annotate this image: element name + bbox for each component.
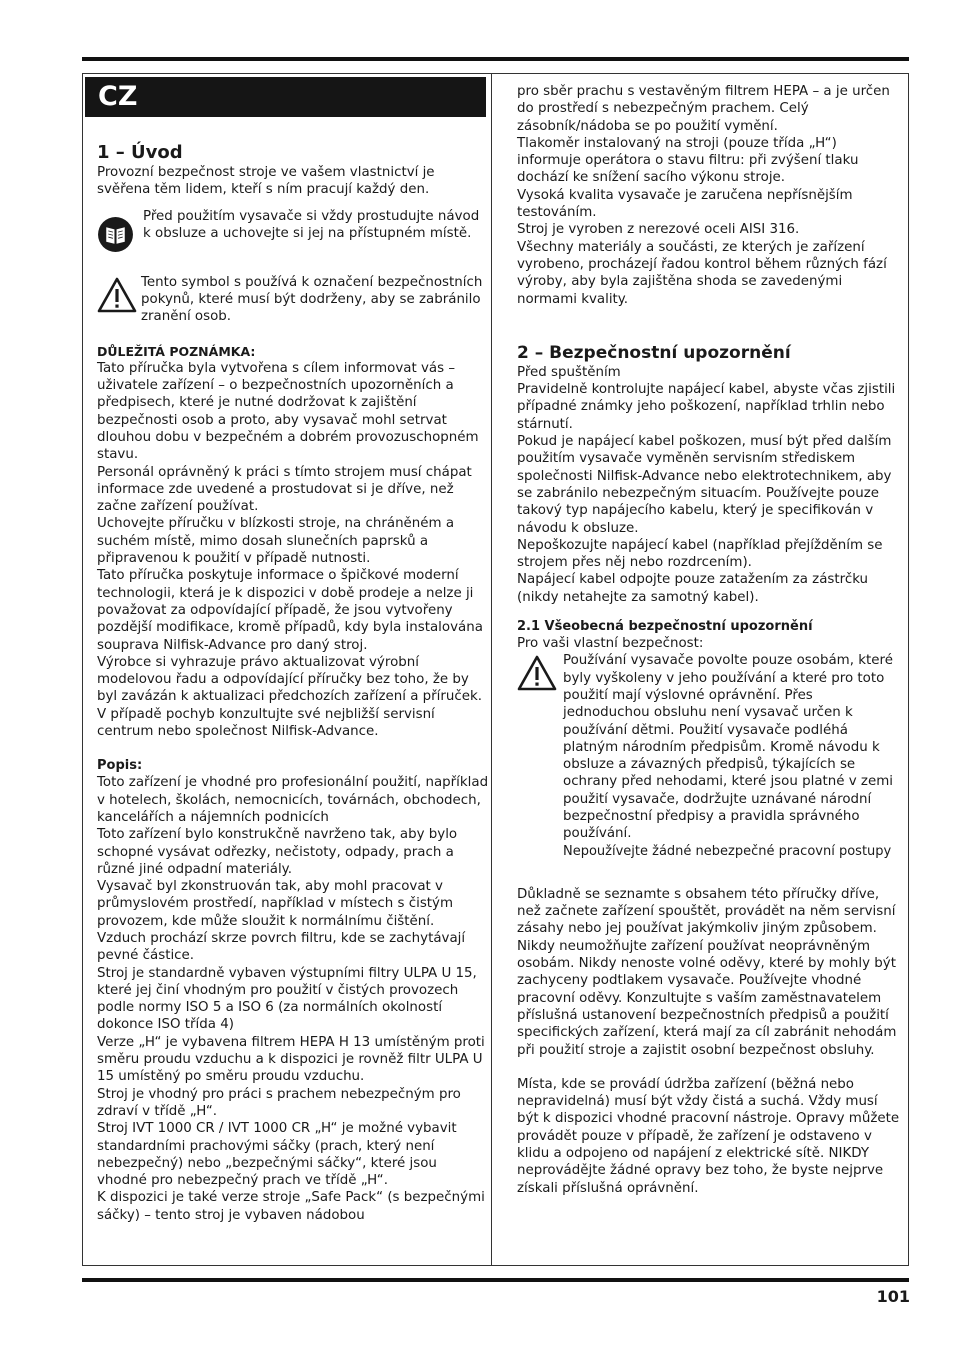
important-paragraph: Tato příručka byla vytvořena s cílem informovat vás – uživatele zařízení – o bezpečnostních upozorněních a předpisech, které je nutné dodržovat k zajištění bezpečnosti osob a proto, aby vysavač mohl setrvat dlouhou dobu v bezpečném a dobrém provozuschopném stavu. <box>97 360 479 463</box>
subsection-lead: Pro vaši vlastní bezpečnost: <box>517 636 704 652</box>
important-paragraph: Uchovejte příručku v blízkosti stroje, na chráněném a suchém místě, mimo dosah slunečních paprsků a připravenou k použití v případě nutnosti. <box>97 516 455 567</box>
continued-paragraph: Tlakoměr instalovaný na stroji (pouze třída „H“) informuje operátora o stavu filtru: při zvýšení tlaku dochází ke snížení sacího výkonu stroje. <box>517 135 859 186</box>
warning-triangle-icon <box>517 652 563 696</box>
safety-paragraph: Před spuštěním <box>517 364 621 380</box>
general-warning-row <box>517 652 902 860</box>
top-rule <box>82 57 909 61</box>
description-paragraph: Toto zařízení bylo konstrukčně navrženo tak, aby bylo schopné vysávat odřezky, nečistoty, odpady, prach a různé jiné odpadní materiály. <box>97 827 458 877</box>
general-warning-text: Používání vysavače povolte pouze osobám, které byly vyškoleny v jeho používání a které pro toto použití mají výslovné oprávnění. Přes jednoduchou obsluhu není vysavač určen k používání dětmi. Použití vysavače podléhá platným národním předpisům. Kromě návodu k obsluze a závazných předpisů, týkajících se ochrany před nehodami, které jsou platné v zemi použití vysavače, dodržujte uznávané národní bezpečnostní předpisy a pravidla správného používání. <box>563 653 893 842</box>
continued-paragraph: pro sběr prachu s vestavěným filtrem HEPA – a je určen do prostředí s nebezpečným prachem. Celý zásobník/nádoba se po použití vymění. <box>517 84 890 134</box>
important-note-title: DŮLEŽITÁ POZNÁMKA: <box>97 343 256 359</box>
continued-paragraph: Stroj je vyroben z nerezové oceli AISI 316. <box>517 222 800 238</box>
intro-text: Provozní bezpečnost stroje ve vašem vlastnictví je svěřena těm lidem, kteří s ním pracují každý den. <box>97 165 435 198</box>
final-paragraph: Důkladně se seznamte s obsahem této příručky dříve, než začnete zařízení spouštět, provádět na něm servisní zásahy nebo jej používat jakýmkoliv jiným způsobem. <box>517 886 896 937</box>
book-icon <box>97 208 143 258</box>
final-paragraph: Nikdy neumožňujte zařízení používat neoprávněným osobám. Nikdy nenoste volné oděvy, které by mohly být zachyceny podtlakem vysavače. Používejte vhodné pracovní oděvy. Konzultujte s vaším zaměstnavatelem příslušná ustanovení bezpečnostních předpisů a použití specifických zařízení, která mají za cíl zabránit nehodám při použití stroje a zajistit osobní bezpečnost obsluhy. <box>517 938 897 1058</box>
description-paragraph: Stroj je standardně vybaven výstupními filtry ULPA U 15, které jej činí vhodným pro použití v čistých provozech podle normy ISO 5 a ISO 6 (za normálních okolností dokonce ISO třída 4) <box>97 965 477 1033</box>
continued-paragraph: Vysoká kvalita vysavače je zaručena nepřísnějším testováním. <box>517 187 853 221</box>
safety-paragraph: Pravidelně kontrolujte napájecí kabel, abyste včas zjistili případné známky jeho poškození, například trhlin nebo stárnutí. <box>517 382 896 432</box>
column-divider <box>491 73 492 1266</box>
important-paragraph: Tato příručka poskytuje informace o špičkové moderní technologii, která je k dispozici v době prodeje a nelze ji považovat za odpovídající případě, že jsou vytvořeny pozdější modifikace, kromě případů, kdy byla instalována souprava Nilfisk-Advance pro daný stroj. <box>97 568 483 653</box>
page-number: 101 <box>876 1287 910 1306</box>
description-title: Popis: <box>97 758 143 774</box>
warning-note-row <box>97 274 489 326</box>
description-paragraph: K dispozici je také verze stroje „Safe Pack“ (s bezpečnými sáčky) – tento stroj je vybaven nádobou <box>97 1190 485 1223</box>
description-paragraph: Verze „H“ je vybavena filtrem HEPA H 13 umístěným proti směru proudu vzduchu a k dispozici je rovněž filtr ULPA U 15 umístěný po směru proudu vzduchu. <box>97 1034 485 1085</box>
warning-note: Tento symbol s používá k označení bezpečnostních pokynů, které musí být dodrženy, aby se zabránilo zranění osob. <box>141 274 483 325</box>
description-paragraph: Toto zařízení je vhodné pro profesionální použití, například v hotelech, školách, nemocnicích, továrnách, obchodech, kancelářích a nájemních podnicích <box>97 775 489 825</box>
safety-paragraph: Nepoškozujte napájecí kabel (například přejížděním se strojem přes něj nebo rozdrcením). <box>517 537 883 571</box>
description-paragraph: Stroj je vhodný pro práci s prachem nebezpečným pro zdraví v třídě „H“. <box>97 1086 461 1119</box>
important-paragraph: Výrobce si vyhrazuje právo aktualizovat výrobní modelovou řadu a odpovídající příručky bez toho, že by byl zavázán k aktualizaci předchozích zařízení a příruček. <box>97 654 483 705</box>
manual-note: Před použitím vysavače si vždy prostudujte návod k obsluze a uchovejte si jej na přístupném místě. <box>143 208 480 241</box>
description-paragraph: Vzduch prochází skrze povrch filtru, kde se zachytávají pevné částice. <box>97 930 466 964</box>
subsection-2-1-title: 2.1 Všeobecná bezpečnostní upozornění <box>517 619 813 635</box>
continued-paragraph: Všechny materiály a součásti, ze kterých je zařízení vyrobeno, procházejí řadou kontrol během různých fází výroby, aby byla zajištěna shoda se zavedenými normami kvality. <box>517 239 887 307</box>
description-paragraph: Stroj IVT 1000 CR / IVT 1000 CR „H“ je možné vybavit standardními prachovými sáčky (prach, který není nebezpečný) nebo „bezpečnými sáčky“, které jsou vhodné pro nebezpečný prach ve třídě „H“. <box>97 1121 457 1189</box>
left-column <box>97 142 489 1224</box>
general-warning-tail: Nepoužívejte žádné nebezpečné pracovní postupy <box>563 843 892 859</box>
section-2-title: 2 – Bezpečnostní upozornění <box>517 342 791 363</box>
right-column <box>517 83 902 1197</box>
bottom-rule <box>82 1278 909 1282</box>
important-paragraph: Personál oprávněný k práci s tímto strojem musí chápat informace zde uvedené a prostudovat si je dříve, než začne zařízení používat. <box>97 464 472 515</box>
safety-paragraph: Pokud je napájecí kabel poškozen, musí být před dalším použitím vysavače vyměněn servisním střediskem společnosti Nilfisk-Advance nebo elektrotechnikem, aby se zabránilo nebezpečným situacím. Používejte pouze takový typ napájecího kabelu, který je specifikován v návodu k obsluze. <box>517 434 892 536</box>
safety-paragraph: Napájecí kabel odpojte pouze zatažením za zástrčku (nikdy netahejte za samotný kabel). <box>517 572 869 605</box>
language-header: CZ <box>85 77 486 117</box>
section-1-title: 1 – Úvod <box>97 142 183 163</box>
important-paragraph: V případě pochyb konzultujte své nejbližší servisní centrum nebo společnost Nilfisk-Advance. <box>97 706 435 740</box>
manual-note-row <box>97 208 489 258</box>
final-paragraph: Místa, kde se provádí údržba zařízení (běžná nebo nepravidelná) musí být vždy čistá a suchá. Vždy musí být k dispozici vhodné pracovní nástroje. Opravy můžete provádět pouze v případě, že zařízení je odstaveno v klidu a odpojeno od napájení z elektrické sítě. NIKDY neprovádějte žádné opravy bez toho, že byste nejprve získali příslušná oprávnění. <box>517 1076 900 1196</box>
warning-triangle-icon <box>97 274 141 318</box>
description-paragraph: Vysavač byl zkonstruován tak, aby mohl pracovat v průmyslovém prostředí, například v místech s čistým provozem, kde může sloužit k normálnímu čištění. <box>97 879 454 929</box>
